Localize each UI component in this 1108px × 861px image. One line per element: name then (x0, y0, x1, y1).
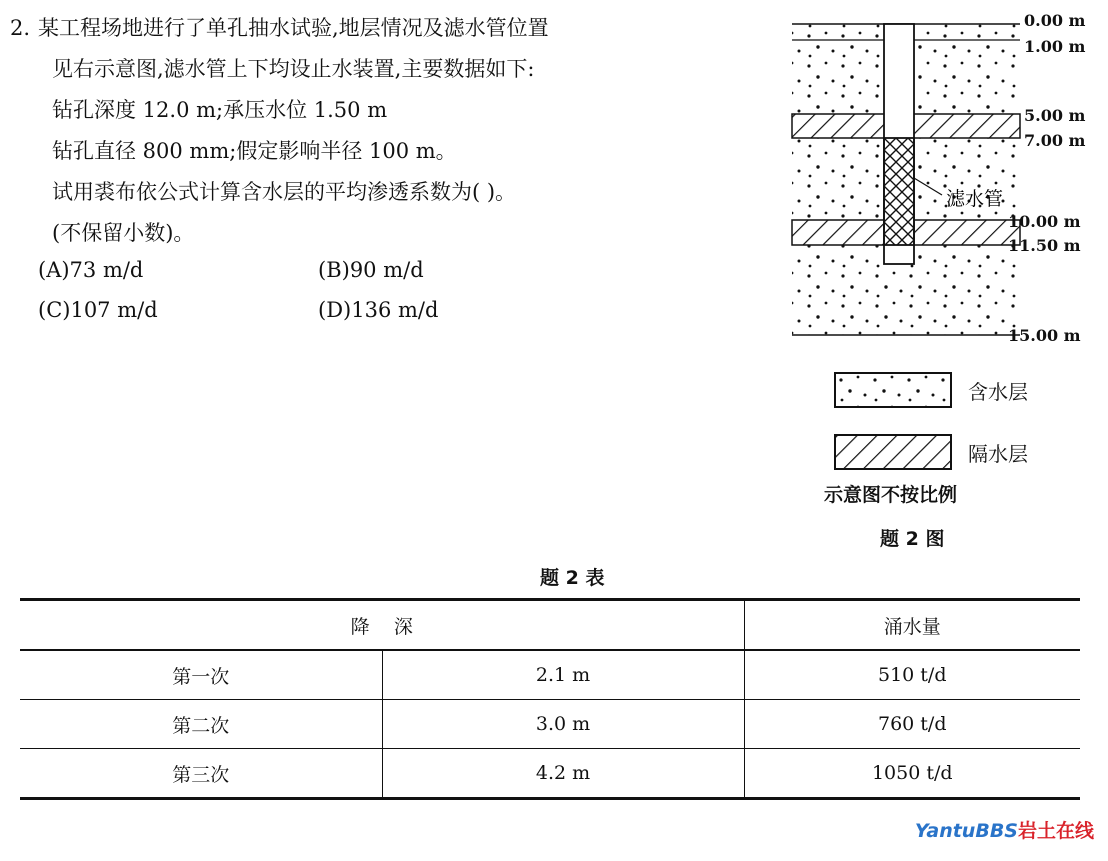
question-line (10, 8, 770, 49)
row-drawdown: 3.0 m (382, 700, 744, 749)
depth-label: 11.50 m (1008, 236, 1081, 255)
table-header-row (20, 600, 1080, 651)
question-text: 某工程场地进行了单孔抽水试验,地层情况及滤水管位置 (38, 16, 549, 40)
row-flow: 1050 t/d (744, 749, 1080, 799)
legend-aquifer-swatch (834, 372, 952, 408)
depth-label: 7.00 m (1024, 131, 1086, 150)
question-number: 2. (10, 16, 31, 40)
watermark-suffix: 岩土在线 (1017, 820, 1094, 842)
well-diagram (770, 0, 1108, 560)
question-line: 钻孔直径 800 mm;假定影响半径 100 m。 (52, 139, 457, 163)
depth-label: 5.00 m (1024, 106, 1086, 125)
header-drawdown: 降 深 (20, 600, 744, 651)
table-title: 题 2 表 (540, 567, 605, 589)
row-flow: 760 t/d (744, 700, 1080, 749)
legend-aquiclude-swatch (834, 434, 952, 470)
dots-pattern-icon (836, 374, 950, 406)
stratigraphy-svg (770, 0, 1108, 360)
option-a: (A)73 m/d (38, 258, 144, 282)
table-row (20, 650, 1080, 700)
header-flow: 涌水量 (744, 600, 1080, 651)
depth-label: 0.00 m (1024, 11, 1086, 30)
question-line: 钻孔深度 12.0 m;承压水位 1.50 m (52, 98, 388, 122)
legend-aquifer-label: 含水层 (968, 380, 1028, 404)
depth-label: 15.00 m (1008, 326, 1081, 345)
question-line: 试用裘布依公式计算含水层的平均渗透系数为( )。 (52, 180, 517, 204)
figure-note: 示意图不按比例 (824, 484, 958, 506)
legend-aquiclude-label: 隔水层 (968, 442, 1028, 466)
row-flow: 510 t/d (744, 650, 1080, 700)
hatch-pattern-icon (836, 436, 950, 468)
figure-caption: 题 2 图 (880, 528, 945, 550)
filter-pipe (884, 138, 914, 245)
data-table (20, 598, 1080, 800)
depth-label: 1.00 m (1024, 37, 1086, 56)
watermark-logo (915, 816, 1094, 843)
table-row (20, 700, 1080, 749)
question-line: 见右示意图,滤水管上下均设止水装置,主要数据如下: (52, 57, 535, 81)
table-row (20, 749, 1080, 799)
row-label: 第一次 (20, 650, 382, 700)
row-label: 第三次 (20, 749, 382, 799)
depth-label: 10.00 m (1008, 212, 1081, 231)
option-b: (B)90 m/d (318, 258, 424, 282)
filter-label: 滤水管 (946, 188, 1004, 210)
option-d: (D)136 m/d (318, 298, 439, 322)
watermark-brand: YantuBBS (914, 820, 1018, 842)
question-block (10, 8, 770, 254)
option-c: (C)107 m/d (38, 298, 158, 322)
row-drawdown: 4.2 m (382, 749, 744, 799)
row-drawdown: 2.1 m (382, 650, 744, 700)
row-label: 第二次 (20, 700, 382, 749)
question-line: (不保留小数)。 (52, 221, 195, 245)
